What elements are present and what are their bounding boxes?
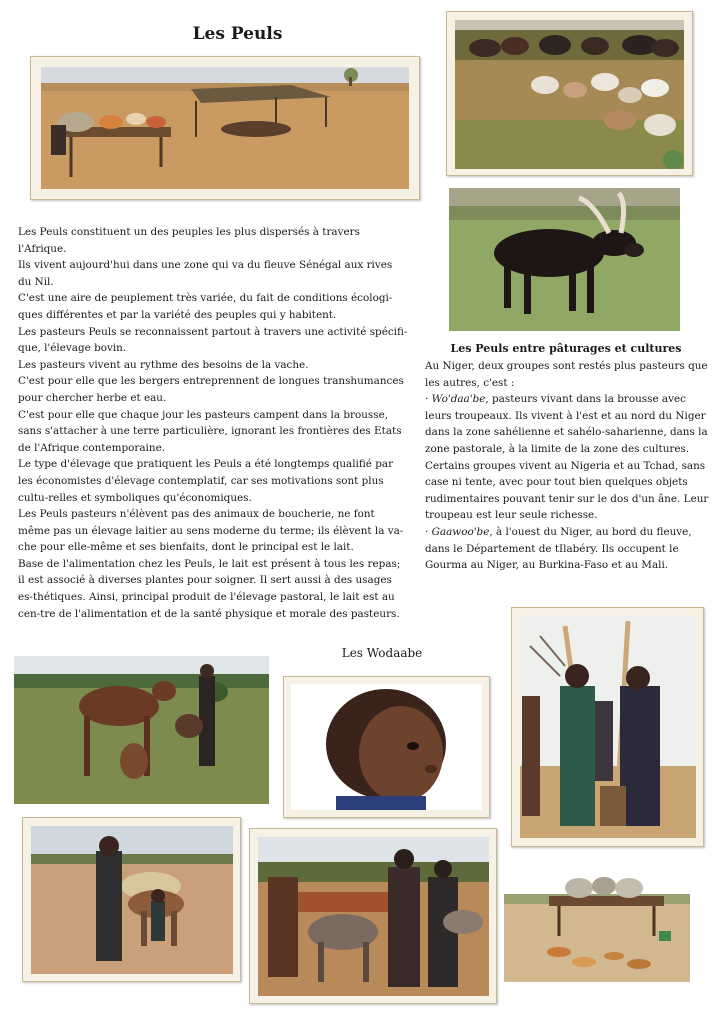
paragraph: Les Peuls pasteurs n'élèvent pas des animaux de boucherie, ne font même pas un élevage laitier au sens moderne du terme; ils élèvent la va-che pour elle-même et ses bienfaits, dont le principal est le lait. [18, 508, 404, 554]
camp-photo-frame [30, 56, 420, 200]
milking-photo [14, 656, 269, 804]
page-title: Les Peuls [192, 24, 283, 44]
pounding-photo [520, 616, 696, 838]
paragraph: C'est pour elle que chaque jour les pasteurs campent dans la brousse, sans s'attacher à une terre particulière, ignorant les frontières des Etats de l'Afrique contemporaine. [18, 408, 402, 454]
child-portrait [291, 684, 482, 810]
bullet: · [425, 525, 432, 538]
herd-photo-frame [446, 11, 693, 176]
group-name: Wo'daa'be [431, 393, 486, 406]
paragraph [425, 524, 715, 574]
child-photo-frame [283, 676, 490, 818]
section-heading: Les Peuls entre pâturages et cultures [450, 342, 682, 355]
paragraph: Les pasteurs Peuls se reconnaissent partout à travers une activité spécifi-que, l'élevage bovin. [18, 325, 408, 355]
paragraph: Les Peuls constituent un des peuples les plus dispersés à travers l'Afrique. [18, 226, 360, 255]
bullet: · [425, 393, 432, 406]
donkey-photo-frame [22, 817, 241, 982]
herd-photo [455, 20, 684, 169]
paragraph: Certains groupes vivent au Nigeria et au Tchad, sans case ni tente, avec pour tout bien quelques objets rudimentaires pouvant tenir sur le dos d'un âne. Leur troupeau est leur seule richesse. [425, 459, 709, 522]
group-description: , pasteurs vivant dans la brousse avec leurs troupeaux. Ils vivent à l'est et au nord du Niger dans la zone sahélienne et sahélo-saharienne, dans la zone pastorale, à la limite de la zone des cultures. [425, 393, 708, 455]
paragraph: C'est une aire de peuplement très variée, du fait de conditions écologi-ques différentes et par la variété des peuples qui y habitent. [18, 292, 393, 321]
group-name: Gaawoo'be [431, 525, 490, 538]
camp-photo [41, 67, 409, 189]
bull-photo [449, 188, 680, 331]
wodaabe-caption: Les Wodaabe [341, 646, 423, 660]
loading-photo-frame [249, 828, 497, 1004]
paragraph [425, 391, 715, 457]
paragraph: Les pasteurs vivent au rythme des besoins de la vache. [18, 358, 309, 371]
group-description: , à l'ouest du Niger, au bord du fleuve, dans le Département de tIlabéry. Ils occupent le Gourma au Niger, au Burkina-Faso et au Mali. [425, 525, 692, 572]
loading-photo [258, 837, 489, 996]
intro-text [18, 224, 408, 622]
paragraph: Ils vivent aujourd'hui dans une zone qui va du fleuve Sénégal aux rives du Nil. [18, 259, 393, 288]
paragraph: Le type d'élevage que pratiquent les Peuls a été longtemps qualifié par les économistes d'élevage contemplatif, car ses motivations sont plus cultu-relles et symboliques qu'économiques. [18, 458, 394, 504]
donkey-photo [31, 826, 233, 974]
section-text [425, 358, 715, 574]
pounding-photo-frame [511, 607, 704, 847]
paragraph: Base de l'alimentation chez les Peuls, le lait est présent à tous les repas; il est associé à diverses plantes pour soigner. Il sert aussi à des usages es-thétiques. Ainsi, principal produit de l'élevage pastoral, le lait est au cen-tre de l'alimentation et de la santé physique et morale des pasteurs. [18, 557, 401, 620]
calabash-photo [504, 866, 690, 982]
paragraph: C'est pour elle que les bergers entreprennent de longues transhumances pour chercher herbe et eau. [18, 375, 404, 404]
paragraph: Au Niger, deux groupes sont restés plus pasteurs que les autres, c'est : [425, 360, 708, 389]
